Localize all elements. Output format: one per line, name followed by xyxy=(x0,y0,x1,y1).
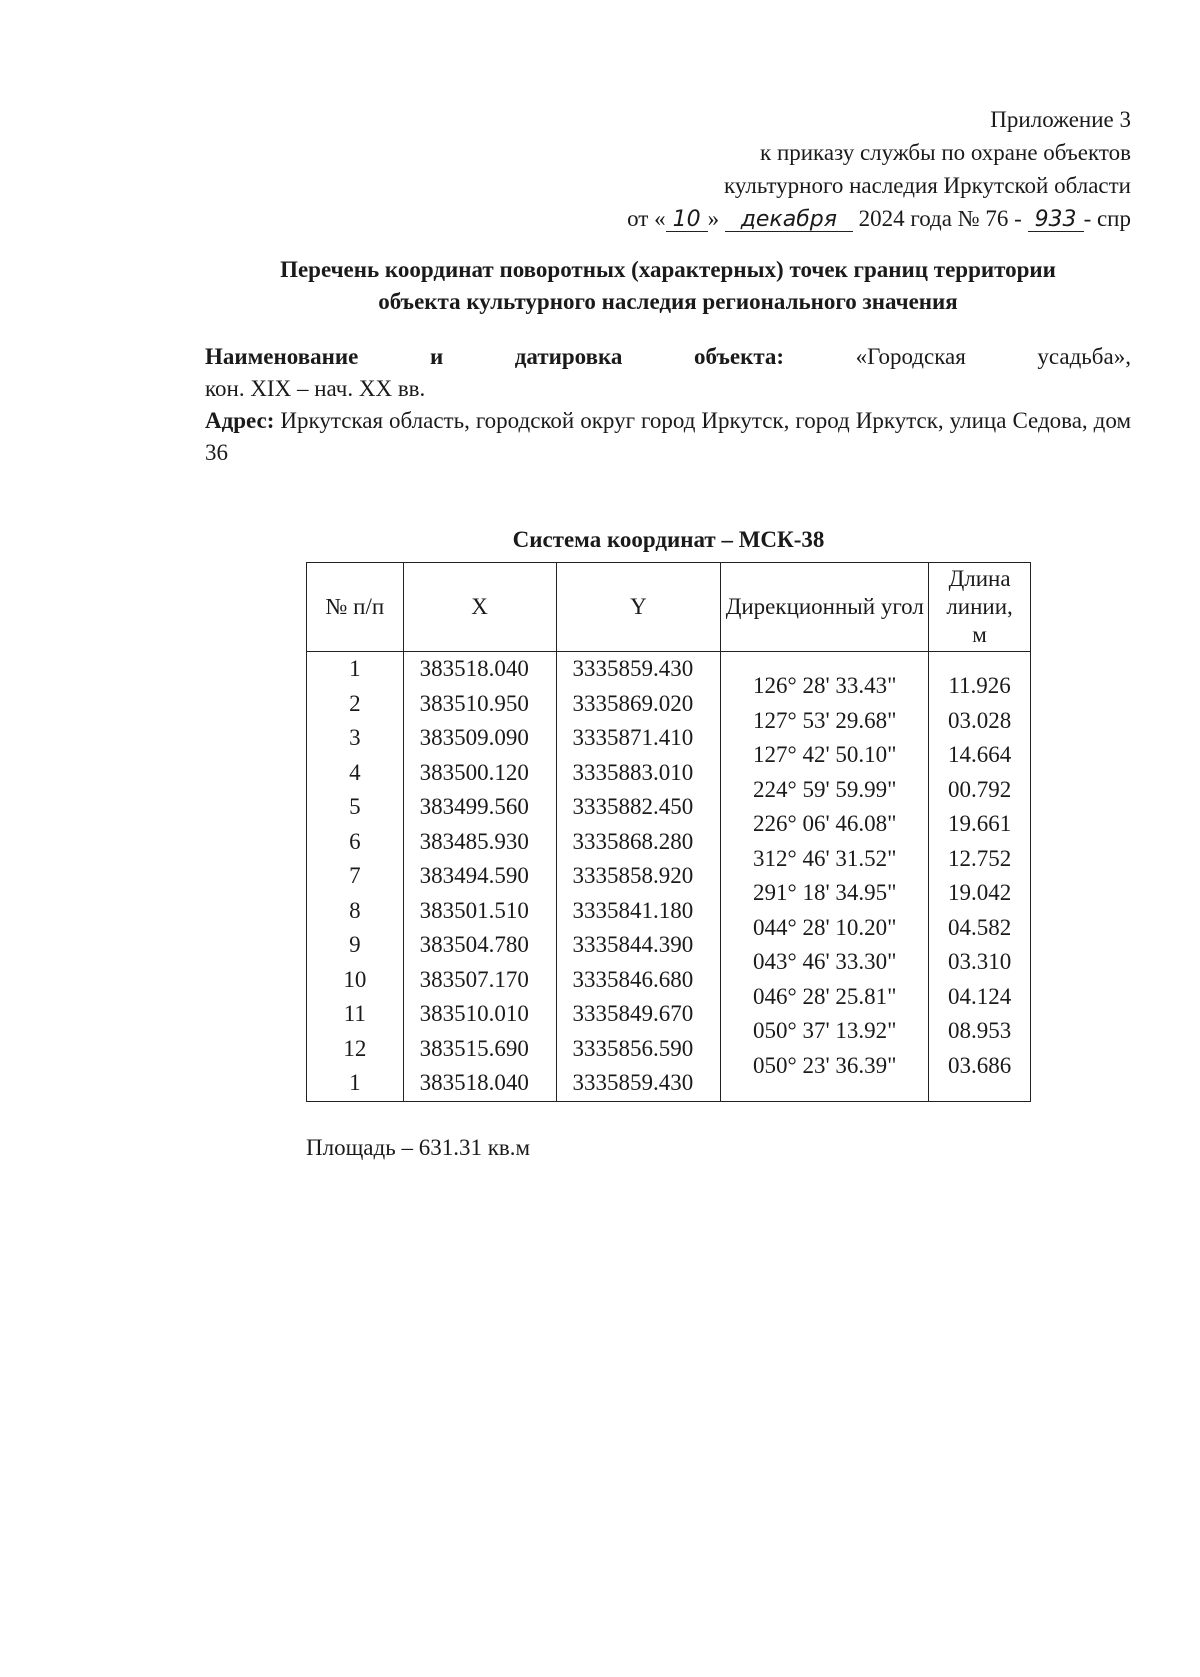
line-length-cell: 14.664 xyxy=(947,742,1012,767)
annex-line-2: к приказу службы по охране объектов xyxy=(760,140,1131,165)
x-coordinate-cell: 383518.040 xyxy=(419,1070,529,1095)
area-text: Площадь – 631.31 кв.м xyxy=(306,1135,531,1160)
point-number-cell: 8 xyxy=(349,897,361,923)
direction-angle-cell: 127° 53' 29.68" xyxy=(753,707,897,733)
object-address xyxy=(205,405,1131,469)
y-coordinate-cell: 3335858.920 xyxy=(572,863,694,888)
direction-angle-cell: 226° 06' 46.08" xyxy=(753,811,897,836)
y-coordinate-cell: 3335859.430 xyxy=(572,656,694,681)
annex-line-1: Приложение 3 xyxy=(990,107,1131,132)
y-coordinate-cell: 3335841.180 xyxy=(572,897,694,923)
header-direction-angle: Дирекционный угол xyxy=(721,563,929,652)
point-number-cell: 3 xyxy=(349,725,361,750)
y-coordinate-cell: 3335859.430 xyxy=(572,1070,694,1095)
handwritten-day: 10 xyxy=(666,209,708,232)
x-column xyxy=(404,652,556,1101)
name-label-word: и xyxy=(429,344,444,369)
point-number-cell: 5 xyxy=(349,794,361,819)
header-line-length: Длина линии, м xyxy=(929,563,1031,652)
y-coordinate-cell: 3335868.280 xyxy=(572,828,694,854)
address-label: Адрес: xyxy=(205,408,275,433)
length-column xyxy=(929,652,1030,1083)
direction-angle-cell: 044° 28' 10.20" xyxy=(753,914,897,940)
direction-angle-cell: 046° 28' 25.81" xyxy=(753,983,897,1009)
object-info xyxy=(205,341,1131,469)
y-coordinate-cell: 3335844.390 xyxy=(572,932,694,957)
y-coordinate-cell: 3335849.670 xyxy=(572,1001,694,1026)
handwritten-order-number: 933 xyxy=(1028,209,1084,232)
point-number-cell: 1 xyxy=(349,1070,361,1095)
handwritten-month: декабря xyxy=(725,209,853,232)
header-x: X xyxy=(403,563,556,652)
y-coordinate-cell: 3335883.010 xyxy=(572,759,694,785)
line-length-cell: 12.752 xyxy=(947,845,1012,871)
x-coordinate-cell: 383499.560 xyxy=(419,794,529,819)
title-line-1: Перечень координат поворотных (характерных) точек границ территории xyxy=(280,257,1056,282)
line-length-cell: 04.124 xyxy=(947,983,1012,1009)
point-number-cell: 1 xyxy=(349,656,361,681)
x-coordinate-cell: 383509.090 xyxy=(419,725,529,750)
y-column xyxy=(557,652,721,1101)
line-length-cell: 19.661 xyxy=(947,811,1012,836)
x-coordinate-cell: 383515.690 xyxy=(419,1035,529,1061)
x-coordinate-cell: 383501.510 xyxy=(419,897,529,923)
point-number-cell: 6 xyxy=(349,828,361,854)
object-name-row xyxy=(205,341,1131,373)
direction-angle-cell: 312° 46' 31.52" xyxy=(753,845,897,871)
y-coordinate-cell: 3335871.410 xyxy=(572,725,694,750)
coordinates-table xyxy=(306,562,1031,1102)
x-coordinate-cell: 383500.120 xyxy=(419,759,529,785)
date-prefix: от « xyxy=(627,206,666,231)
address-value: Иркутская область, городской округ город Иркутск, город Иркутск, улица Седова, дом 36 xyxy=(205,408,1131,465)
order-suffix: - спр xyxy=(1083,206,1131,231)
line-length-cell: 03.028 xyxy=(947,707,1012,733)
point-number-column xyxy=(307,652,403,1101)
header-point-number: № п/п xyxy=(307,563,404,652)
point-number-cell: 4 xyxy=(349,759,361,785)
name-value-word: усадьба», xyxy=(1037,344,1131,369)
direction-angle-cell: 291° 18' 34.95" xyxy=(753,880,897,905)
direction-angle-cell: 224° 59' 59.99" xyxy=(753,776,897,802)
object-dating: кон. XIX – нач. XX вв. xyxy=(205,376,426,401)
y-coordinate-cell: 3335869.020 xyxy=(572,690,694,716)
name-value-word: «Городская xyxy=(855,344,966,369)
x-coordinate-cell: 383518.040 xyxy=(419,656,529,681)
direction-angle-cell: 127° 42' 50.10" xyxy=(753,742,897,767)
x-coordinate-cell: 383485.930 xyxy=(419,828,529,854)
y-coordinate-cell: 3335856.590 xyxy=(572,1035,694,1061)
table-header-row xyxy=(307,563,1031,652)
direction-angle-cell: 050° 37' 13.92" xyxy=(753,1018,897,1043)
angle-column xyxy=(721,652,928,1083)
point-number-cell: 9 xyxy=(349,932,361,957)
coordinate-system-caption: Система координат – МСК-38 xyxy=(512,527,825,552)
name-label-word: датировка xyxy=(514,344,623,369)
direction-angle-cell: 050° 23' 36.39" xyxy=(753,1052,897,1078)
line-length-cell: 19.042 xyxy=(947,880,1012,905)
line-length-cell: 00.792 xyxy=(947,776,1012,802)
x-coordinate-cell: 383510.950 xyxy=(419,690,529,716)
quote-close: » xyxy=(707,206,720,231)
direction-angle-cell: 126° 28' 33.43" xyxy=(753,673,897,698)
header-y: Y xyxy=(556,563,721,652)
point-number-cell: 7 xyxy=(349,863,361,888)
table-body-row xyxy=(307,652,1031,1102)
annex-order-line xyxy=(627,202,1131,235)
title-line-2: объекта культурного наследия регионального значения xyxy=(378,289,958,314)
annex-line-3: культурного наследия Иркутской области xyxy=(724,173,1131,198)
y-coordinate-cell: 3335882.450 xyxy=(572,794,694,819)
line-length-cell: 03.686 xyxy=(947,1052,1012,1078)
line-length-cell: 11.926 xyxy=(948,673,1011,698)
line-length-cell: 08.953 xyxy=(947,1018,1012,1043)
y-coordinate-cell: 3335846.680 xyxy=(572,966,694,992)
x-coordinate-cell: 383507.170 xyxy=(419,966,529,992)
name-label-word: объекта: xyxy=(694,344,785,369)
annex-header xyxy=(627,103,1131,235)
document-title xyxy=(205,254,1131,318)
point-number-cell: 10 xyxy=(343,966,367,992)
direction-angle-cell: 043° 46' 33.30" xyxy=(753,949,897,974)
point-number-cell: 12 xyxy=(343,1035,367,1061)
line-length-cell: 03.310 xyxy=(947,949,1012,974)
x-coordinate-cell: 383510.010 xyxy=(419,1001,529,1026)
x-coordinate-cell: 383504.780 xyxy=(419,932,529,957)
year-text: 2024 года № 76 - xyxy=(858,206,1022,231)
point-number-cell: 11 xyxy=(343,1001,366,1026)
name-label-word: Наименование xyxy=(205,344,359,369)
point-number-cell: 2 xyxy=(349,690,361,716)
line-length-cell: 04.582 xyxy=(947,914,1012,940)
x-coordinate-cell: 383494.590 xyxy=(419,863,529,888)
